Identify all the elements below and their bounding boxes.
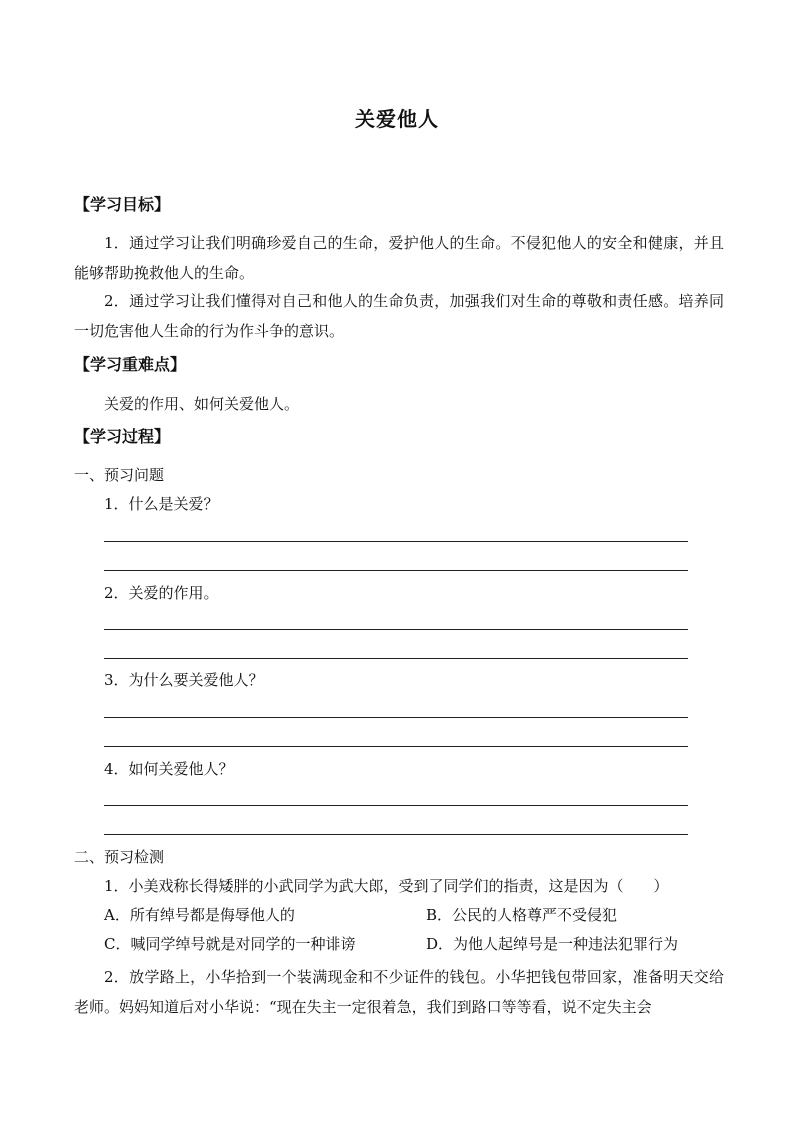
mcq-1-stem: 1．小美戏称长得矮胖的小武同学为武大郎，受到了同学们的指责，这是因为（ ） <box>104 877 669 895</box>
part1-heading: 一、预习问题 <box>74 466 165 484</box>
question-3: 3．为什么要关爱他人？ <box>104 671 264 689</box>
objective-2: 2．通过学习让我们懂得对自己和他人的生命负责，加强我们对生命的尊敬和责任感。培养同一切危害他人生命的行为作斗争的意识。 <box>74 292 724 340</box>
question-1: 1．什么是关爱？ <box>104 495 219 513</box>
answer-line[interactable] <box>104 541 688 542</box>
process-heading: 【学习过程】 <box>74 427 171 446</box>
mcq-1-option-d[interactable]: D．为他人起绰号是一种违法犯罪行为 <box>426 935 679 953</box>
key-points-heading: 【学习重难点】 <box>74 355 187 374</box>
objective-1: 1．通过学习让我们明确珍爱自己的生命，爱护他人的生命。不侵犯他人的安全和健康，并且能够帮助挽救他人的生命。 <box>74 234 724 282</box>
question-2: 2．关爱的作用。 <box>104 584 219 602</box>
part2-heading: 二、预习检测 <box>74 848 165 866</box>
mcq-1-option-b[interactable]: B．公民的人格尊严不受侵犯 <box>426 906 618 924</box>
mcq-1-option-a[interactable]: A．所有绰号都是侮辱他人的 <box>104 906 295 924</box>
question-2-paragraph: 2．放学路上，小华拾到一个装满现金和不少证件的钱包。小华把钱包带回家，准备明天交给老师。妈妈知道后对小华说：“现在失主一定很着急，我们到路口等等看，说不定失主会 <box>74 968 724 1016</box>
objectives-heading: 【学习目标】 <box>74 195 171 214</box>
answer-line[interactable] <box>104 805 688 806</box>
answer-line[interactable] <box>104 658 688 659</box>
answer-line[interactable] <box>104 834 688 835</box>
answer-line[interactable] <box>104 570 688 571</box>
mcq-1-option-c[interactable]: C．喊同学绰号就是对同学的一种诽谤 <box>104 935 356 953</box>
question-4: 4．如何关爱他人？ <box>104 760 234 778</box>
answer-line[interactable] <box>104 746 688 747</box>
answer-line[interactable] <box>104 629 688 630</box>
key-points-text: 关爱的作用、如何关爱他人。 <box>104 395 300 413</box>
page-title: 关爱他人 <box>355 107 439 131</box>
answer-line[interactable] <box>104 717 688 718</box>
